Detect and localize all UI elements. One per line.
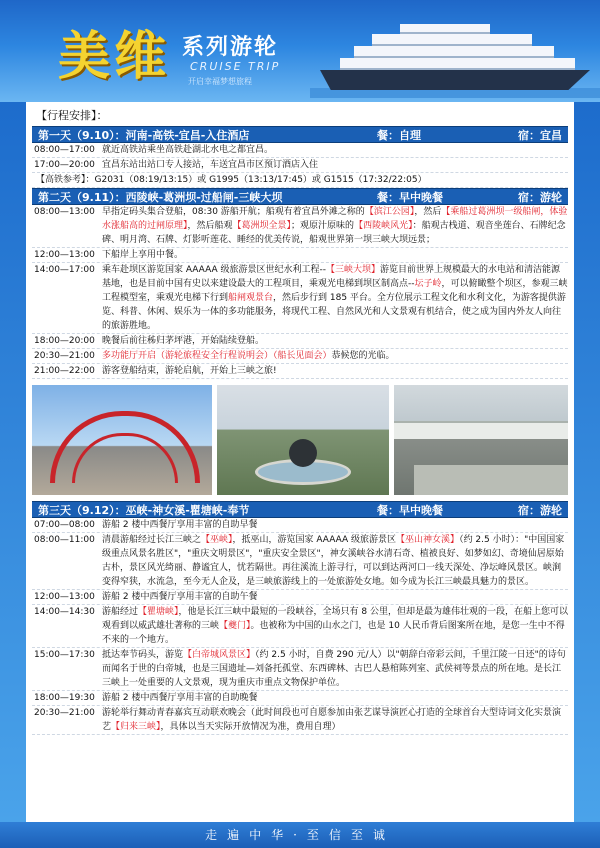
- row-time: 17:00—20:00: [34, 160, 95, 170]
- day-meals: 餐：早中晚餐: [377, 503, 443, 517]
- highlight-text: 【巫峡】: [201, 535, 233, 545]
- desc-text: ，具体以当天实际开放情况为准，费用自理）: [160, 722, 341, 732]
- row-time: 20:30—21:00: [34, 351, 95, 361]
- photo-three-gorges-dam: [394, 385, 568, 495]
- schedule-row: [32, 648, 568, 691]
- day-stay: 宿：游轮: [518, 190, 562, 204]
- row-time: 08:00—11:00: [34, 535, 95, 545]
- right-decor: [574, 102, 600, 822]
- row-time: 21:00—22:00: [34, 366, 95, 376]
- highlight-text: 【葛洲坝全景】: [232, 221, 292, 231]
- desc-text: （约 2.5 小时，自费 290 元/人）以"朝辞白帝彩云间，千里江陵一日还"的诗句而闻名于世的白帝城，也是三国遗址—刘备托孤堂、东西碑林、古巴人悬棺陈列室、武侯祠等景点的所在地。是长江三峡上一处重要的人文景观，现为重庆市重点文物保护单位。: [102, 650, 566, 688]
- series-title: 系列游轮: [182, 35, 279, 60]
- day-header: [32, 188, 568, 205]
- row-time: 18:00—20:00: [34, 336, 95, 346]
- schedule-row: [32, 334, 568, 349]
- highlight-text: 多功能厅开启（游轮旅程安全行程说明会）（船长见面会）: [102, 351, 332, 361]
- schedule-row: [32, 691, 568, 706]
- highlight-text: 坛子岭: [414, 279, 442, 289]
- section-title: 【行程安排】：: [36, 109, 108, 122]
- highlight-text: 【巫山神女溪】: [396, 535, 460, 545]
- row-time: 14:00—14:30: [34, 607, 95, 617]
- photo-strip: [32, 385, 568, 495]
- schedule-row: [32, 605, 568, 648]
- row-description: 【高铁参考】：G2031（08:19/13:15）或 G1995（13:13/17:45）或 G1515（17:32/22:05）: [36, 175, 427, 185]
- day-title: 第二天（9.11）：西陵峡-葛洲坝-过船闸-三峡大坝: [38, 190, 283, 204]
- row-time: 15:00—17:30: [34, 650, 95, 660]
- day-header: [32, 126, 568, 143]
- row-description: [102, 205, 568, 247]
- schedule-row: [32, 590, 568, 605]
- desc-text: 乘车赴坝区游览国家 AAAAA 级旅游景区世纪水利工程--: [102, 265, 327, 275]
- desc-text: 游览目前世界上规模最大的水电站和清洁能源基地，也是目前中国有史以来建设最大的工程项目，乘观光电梯到坝区制高点--: [102, 265, 561, 289]
- row-description: [102, 349, 568, 363]
- schedule-row: [32, 143, 568, 158]
- desc-text: ，他是长江三峡中最短的一段峡谷，全场只有 8 公里，但却是最为雄伟壮观的一段，在船上您可以观看到以威武雄壮著称的三峡: [102, 607, 568, 631]
- desc-text: ，然后步行到 185 平台。全方位展示工程文化和水利文化，为游客提供游览、科普、休闲、娱乐为一体的多功能服务，将现代工程、自然风光和人文景观有机结合，使之成为国内外友人向往的旅游胜地。: [102, 293, 566, 331]
- row-time: 20:30—21:00: [34, 708, 95, 718]
- desc-text: ，抵巫山，游览国家 AAAAA 级旅游景区: [232, 535, 397, 545]
- schedule-row: [32, 158, 568, 173]
- highlight-text: 【滨江公园】: [364, 207, 415, 217]
- left-decor: [0, 102, 26, 822]
- schedule-row: [32, 248, 568, 263]
- row-description: [102, 706, 568, 734]
- highlight-text: 船闸观景台: [228, 293, 274, 303]
- row-description: 游船 2 楼中西餐厅享用丰富的自助晚餐: [102, 693, 258, 703]
- row-time: 14:00—17:00: [34, 265, 95, 275]
- row-description: [102, 648, 568, 690]
- desc-text: ，然后: [414, 207, 442, 217]
- itinerary: [32, 104, 568, 735]
- highlight-text: 【三峡大坝】: [326, 265, 381, 275]
- highlight-text: 【乘船过葛洲坝一级船闸，体验水涨船高的过闸原理】: [102, 207, 568, 231]
- day-stay: 宿：游轮: [518, 503, 562, 517]
- row-description: 游船 2 楼中西餐厅享用丰富的自助早餐: [102, 520, 258, 530]
- desc-text: （约 2.5 小时）："中国国家级重点风景名胜区"，"重庆文明景区"，"重庆安全景区"，神女溪峡谷水清石奇、植被良好、如梦如幻、奇境仙居原始古朴，景区风光绮丽、静谧宜人，忧若隔世。再往溪流上游寻行，可以到达两河口一线天深处、净坛峰风景区。峡涧变得窄狭，水流急，至今无人企及，是三峡旅游线上的一处旅游处女地。如今成为长江三峡最具魅力的景区。: [102, 535, 565, 587]
- desc-text: 清晨游船经过长江三峡之: [102, 535, 202, 545]
- day-meals: 餐：早中晚餐: [377, 190, 443, 204]
- photo-fountain-park: [217, 385, 389, 495]
- day-title: 第三天（9.12）：巫峡-神女溪-瞿塘峡-奉节: [38, 503, 250, 517]
- day-header: [32, 501, 568, 518]
- row-time: 12:00—13:00: [34, 592, 95, 602]
- photo-arch-plaza: [32, 385, 212, 495]
- schedule-row: [32, 205, 568, 248]
- desc-text: 早指定码头集合登船，08:30 游船开航；船观有着宜昌外滩之称的: [102, 207, 365, 217]
- row-description: [102, 263, 568, 333]
- row-description: 宜昌东站出站口专人接站，车送宜昌市区预订酒店入住: [102, 160, 319, 170]
- desc-text: 游船经过: [102, 607, 139, 617]
- row-time: 08:00—17:00: [34, 145, 95, 155]
- row-time: 08:00—13:00: [34, 207, 95, 217]
- row-description: 游船 2 楼中西餐厅享用丰富的自助午餐: [102, 592, 258, 602]
- row-time: 12:00—13:00: [34, 250, 95, 260]
- day-stay: 宿：宜昌: [518, 128, 562, 142]
- desc-text: ：船观古栈道、观音坐莲台、石牌纪念碑、明月湾、石牌、灯影听莲花、睡经的优美传说，船观世界第一坝三峡大坝远景；: [102, 221, 566, 245]
- highlight-text: 【瞿塘峡】: [138, 607, 179, 617]
- row-time: 18:00—19:30: [34, 693, 95, 703]
- schedule-row: [32, 173, 568, 188]
- highlight-text: 【西陵峡风光】: [354, 221, 413, 231]
- desc-text: 恭候您的光临。: [331, 351, 395, 361]
- schedule-row: [32, 533, 568, 590]
- desc-text: ，可以俯瞰整个坝区，参观三峡工程模型室，乘观光电梯下行到: [102, 279, 568, 303]
- row-description: [102, 533, 568, 589]
- day-meals: 餐：自理: [377, 128, 421, 142]
- schedule-row: [32, 518, 568, 533]
- row-time: 07:00—08:00: [34, 520, 95, 530]
- brand-logo: 美维: [58, 26, 171, 87]
- header-banner: [0, 0, 600, 102]
- cruise-ship-image: [320, 18, 590, 98]
- desc-text: 游轮举行舞动青春嘉宾互动联欢晚会（此时间段也可自愿参加由张艺谋导演匠心打造的全球首台大型诗词文化实景演艺: [102, 708, 562, 732]
- row-description: 就近高铁站乘坐高铁赴湖北水电之都宜昌。: [102, 145, 274, 155]
- row-description: 下船岸上享用中餐。: [102, 250, 184, 260]
- highlight-text: 【归来三峡】: [111, 722, 161, 732]
- row-description: 晚餐后前往秭归茅坪港，开始陆续登船。: [102, 336, 265, 346]
- row-description: [102, 605, 568, 647]
- footer-slogan: 走遍中华·至信至诚: [0, 822, 600, 848]
- slogan: 开启幸福梦想旅程: [188, 77, 252, 86]
- highlight-text: 【白帝城风景区】: [183, 650, 256, 660]
- cruise-subtitle: CRUISE TRIP: [190, 60, 281, 73]
- schedule-row: [32, 349, 568, 364]
- day-title: 第一天（9.10）：河南-高铁-宜昌-入住酒店: [38, 128, 250, 142]
- schedule-row: [32, 364, 568, 379]
- schedule-row: [32, 706, 568, 735]
- desc-text: ；观原汁原味的: [291, 221, 355, 231]
- desc-text: 。也被称为中国的山水之门，也是 10 人民币背后图案所在地，是您一生中不得不来的一个地方。: [102, 621, 565, 645]
- row-description: 游客登船结束，游轮启航，开始上三峡之旅!: [102, 366, 277, 376]
- desc-text: ，然后船观: [187, 221, 233, 231]
- desc-text: 抵达奉节码头，游览: [102, 650, 184, 660]
- schedule-row: [32, 263, 568, 334]
- highlight-text: 【夔门】: [219, 621, 251, 631]
